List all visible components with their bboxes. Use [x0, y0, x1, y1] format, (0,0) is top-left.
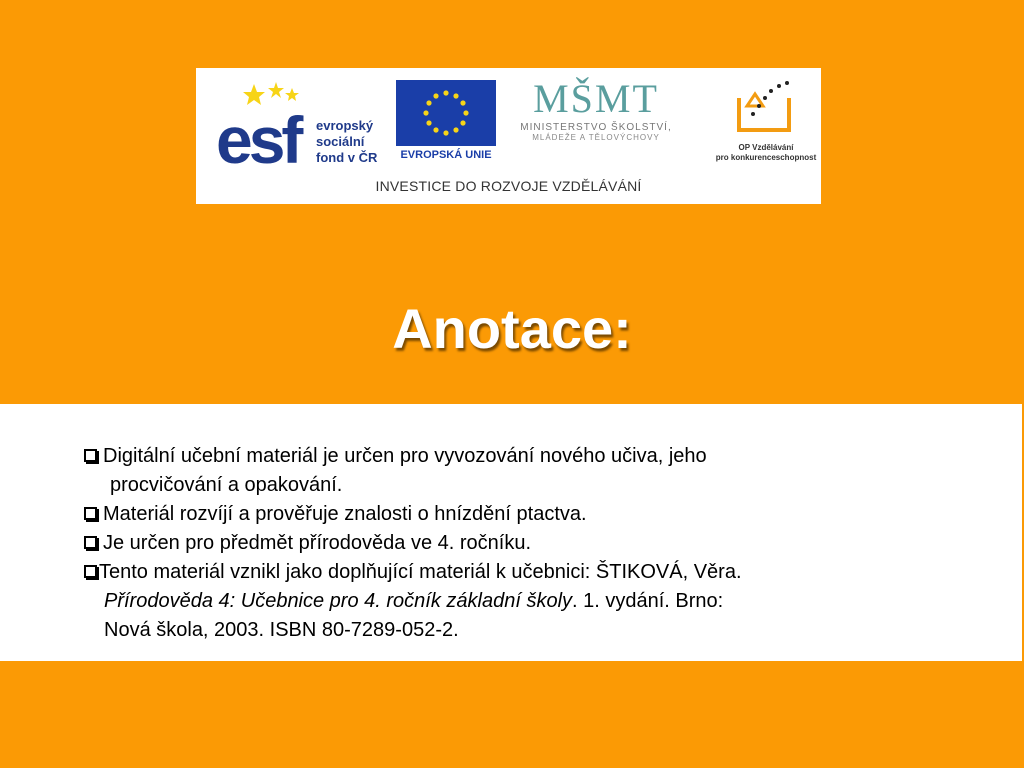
- checkbox-bullet-icon: [84, 449, 97, 462]
- list-item-continuation: [84, 471, 984, 500]
- msmt-mark: MŠMT: [533, 76, 659, 121]
- esf-letters: esf: [216, 103, 300, 177]
- page-title: Anotace:: [392, 297, 632, 360]
- bullet-text: Tento materiál vznikl jako doplňující materiál k učebnici: ŠTIKOVÁ, Věra.: [99, 561, 742, 583]
- bullet-list: [84, 442, 984, 645]
- eu-flag-icon: [396, 80, 496, 146]
- bullet-text: . 1. vydání. Brno:: [572, 590, 724, 612]
- msmt-line1: MINISTERSTVO ŠKOLSTVÍ,: [520, 122, 672, 133]
- checkbox-bullet-icon: [84, 536, 97, 549]
- bullet-text: procvičování a opakování.: [110, 474, 343, 496]
- eu-logo: [396, 80, 496, 164]
- list-item: [84, 442, 984, 471]
- checkbox-bullet-icon: [84, 507, 97, 520]
- bullet-text: Je určen pro předmět přírodověda ve 4. ročníku.: [103, 532, 532, 554]
- list-item: [84, 558, 984, 587]
- list-item: [84, 529, 984, 558]
- bullet-text: Nová škola, 2003. ISBN 80-7289-052-2.: [104, 619, 459, 641]
- esf-logo: [214, 80, 394, 177]
- msmt-line2: MLÁDEŽE A TĚLOVÝCHOVY: [532, 133, 660, 142]
- list-item-continuation: [84, 616, 984, 645]
- bullet-text: Digitální učební materiál je určen pro vyvozování nového učiva, jeho: [103, 445, 707, 467]
- book-title: Přírodověda 4: Učebnice pro 4. ročník základní školy: [104, 590, 573, 612]
- bullet-text: Materiál rozvíjí a prověřuje znalosti o hnízdění ptactva.: [103, 503, 587, 525]
- msmt-logo: [506, 76, 686, 172]
- op-text: OP Vzdělávání pro konkurenceschopnost: [715, 143, 817, 162]
- list-item-continuation: [84, 587, 984, 616]
- list-item: [84, 500, 984, 529]
- op-icon: [731, 78, 801, 138]
- logo-strip: [196, 68, 821, 204]
- content-panel: [0, 404, 1022, 661]
- op-logo: [711, 78, 821, 174]
- eu-caption: EVROPSKÁ UNIE: [400, 149, 492, 161]
- checkbox-bullet-icon: [84, 565, 97, 578]
- investice-text: INVESTICE DO ROZVOJE VZDĚLÁVÁNÍ: [375, 178, 642, 194]
- esf-text: evropský sociální fond v ČR: [316, 118, 378, 165]
